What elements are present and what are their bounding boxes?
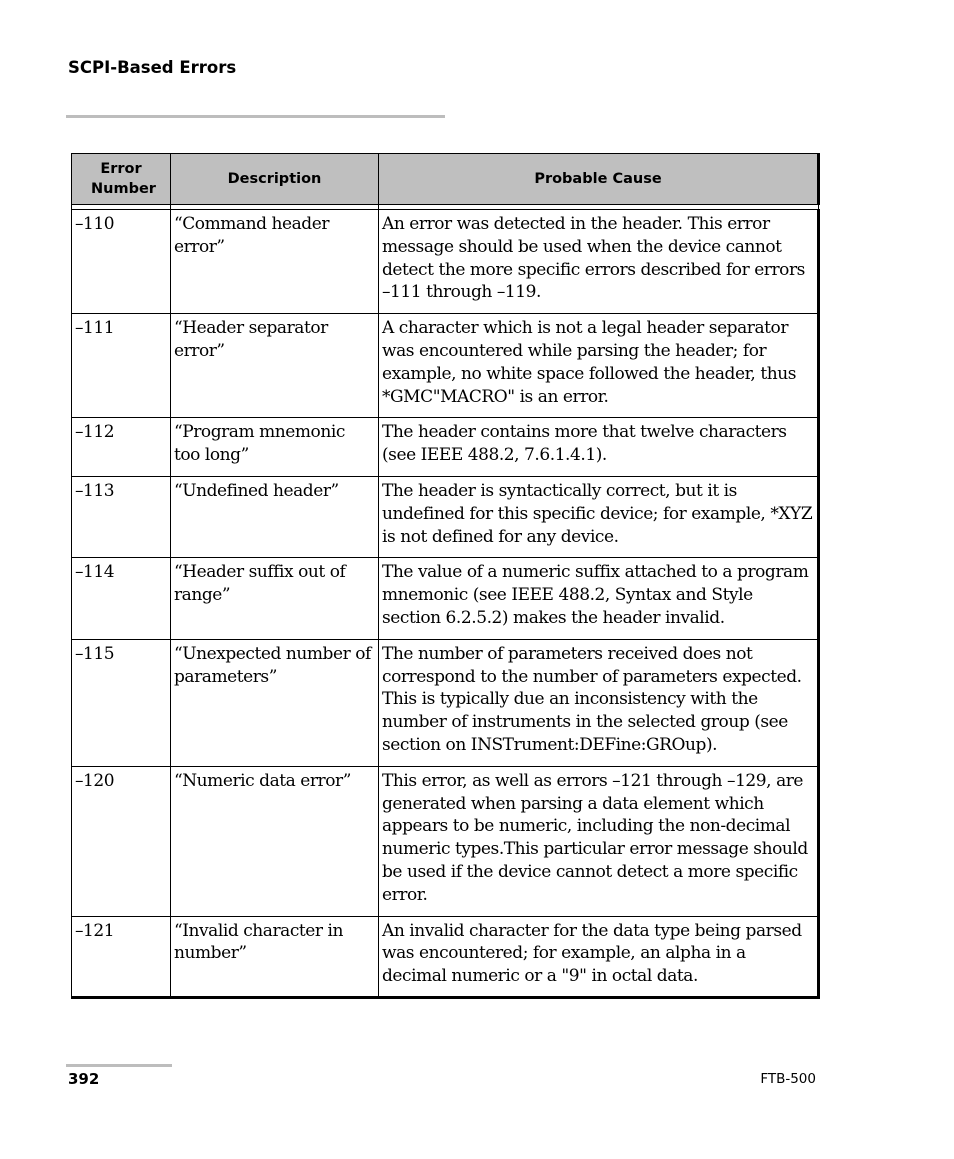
column-header-probable-cause: Probable Cause: [379, 154, 819, 205]
error-number-cell: –113: [72, 476, 171, 557]
probable-cause-cell: The number of parameters received does not correspond to the number of parameters expected. This is typically due an inconsistency with the number of instruments in the selected group (see section on INSTrument:DEFine:GROup).: [379, 639, 819, 766]
probable-cause-cell: The header contains more that twelve characters (see IEEE 488.2, 7.6.1.4.1).: [379, 418, 819, 477]
probable-cause-cell: This error, as well as errors –121 through –129, are generated when parsing a data element which appears to be numeric, including the non-decimal numeric types.This particular error message should be used if the device cannot detect a more specific error.: [379, 766, 819, 916]
error-table: [71, 153, 820, 999]
header-rule: [66, 115, 445, 118]
probable-cause-cell: The header is syntactically correct, but it is undefined for this specific device; for example, *XYZ is not defined for any device.: [379, 476, 819, 557]
table-row: [72, 418, 819, 477]
error-number-cell: –111: [72, 314, 171, 418]
description-cell: “Header separator error”: [171, 314, 379, 418]
description-cell: “Numeric data error”: [171, 766, 379, 916]
description-cell: “Undefined header”: [171, 476, 379, 557]
table-row: [72, 558, 819, 639]
error-number-cell: –120: [72, 766, 171, 916]
table-row: [72, 916, 819, 997]
document-name: FTB-500: [760, 1071, 816, 1087]
probable-cause-cell: The value of a numeric suffix attached to a program mnemonic (see IEEE 488.2, Syntax and Style section 6.2.5.2) makes the header invalid.: [379, 558, 819, 639]
error-number-cell: –112: [72, 418, 171, 477]
column-header-error-number: Error Number: [72, 154, 171, 205]
description-cell: “Unexpected number of parameters”: [171, 639, 379, 766]
probable-cause-cell: An error was detected in the header. This error message should be used when the device cannot detect the more specific errors described for errors –111 through –119.: [379, 210, 819, 314]
page-number: 392: [68, 1070, 100, 1088]
table-row: [72, 639, 819, 766]
error-number-cell: –110: [72, 210, 171, 314]
error-number-cell: –115: [72, 639, 171, 766]
description-cell: “Invalid character in number”: [171, 916, 379, 997]
probable-cause-cell: A character which is not a legal header separator was encountered while parsing the header; for example, no white space followed the header, thus *GMC"MACRO" is an error.: [379, 314, 819, 418]
table-row: [72, 210, 819, 314]
table-row: [72, 314, 819, 418]
column-header-description: Description: [171, 154, 379, 205]
error-number-cell: –121: [72, 916, 171, 997]
table-row: [72, 476, 819, 557]
description-cell: “Command header error”: [171, 210, 379, 314]
description-cell: “Header suffix out of range”: [171, 558, 379, 639]
table-row: [72, 766, 819, 916]
error-number-cell: –114: [72, 558, 171, 639]
table-header-row: [72, 154, 819, 205]
probable-cause-cell: An invalid character for the data type being parsed was encountered; for example, an alpha in a decimal numeric or a "9" in octal data.: [379, 916, 819, 997]
footer-rule: [66, 1064, 172, 1067]
description-cell: “Program mnemonic too long”: [171, 418, 379, 477]
section-title: SCPI-Based Errors: [68, 58, 237, 77]
